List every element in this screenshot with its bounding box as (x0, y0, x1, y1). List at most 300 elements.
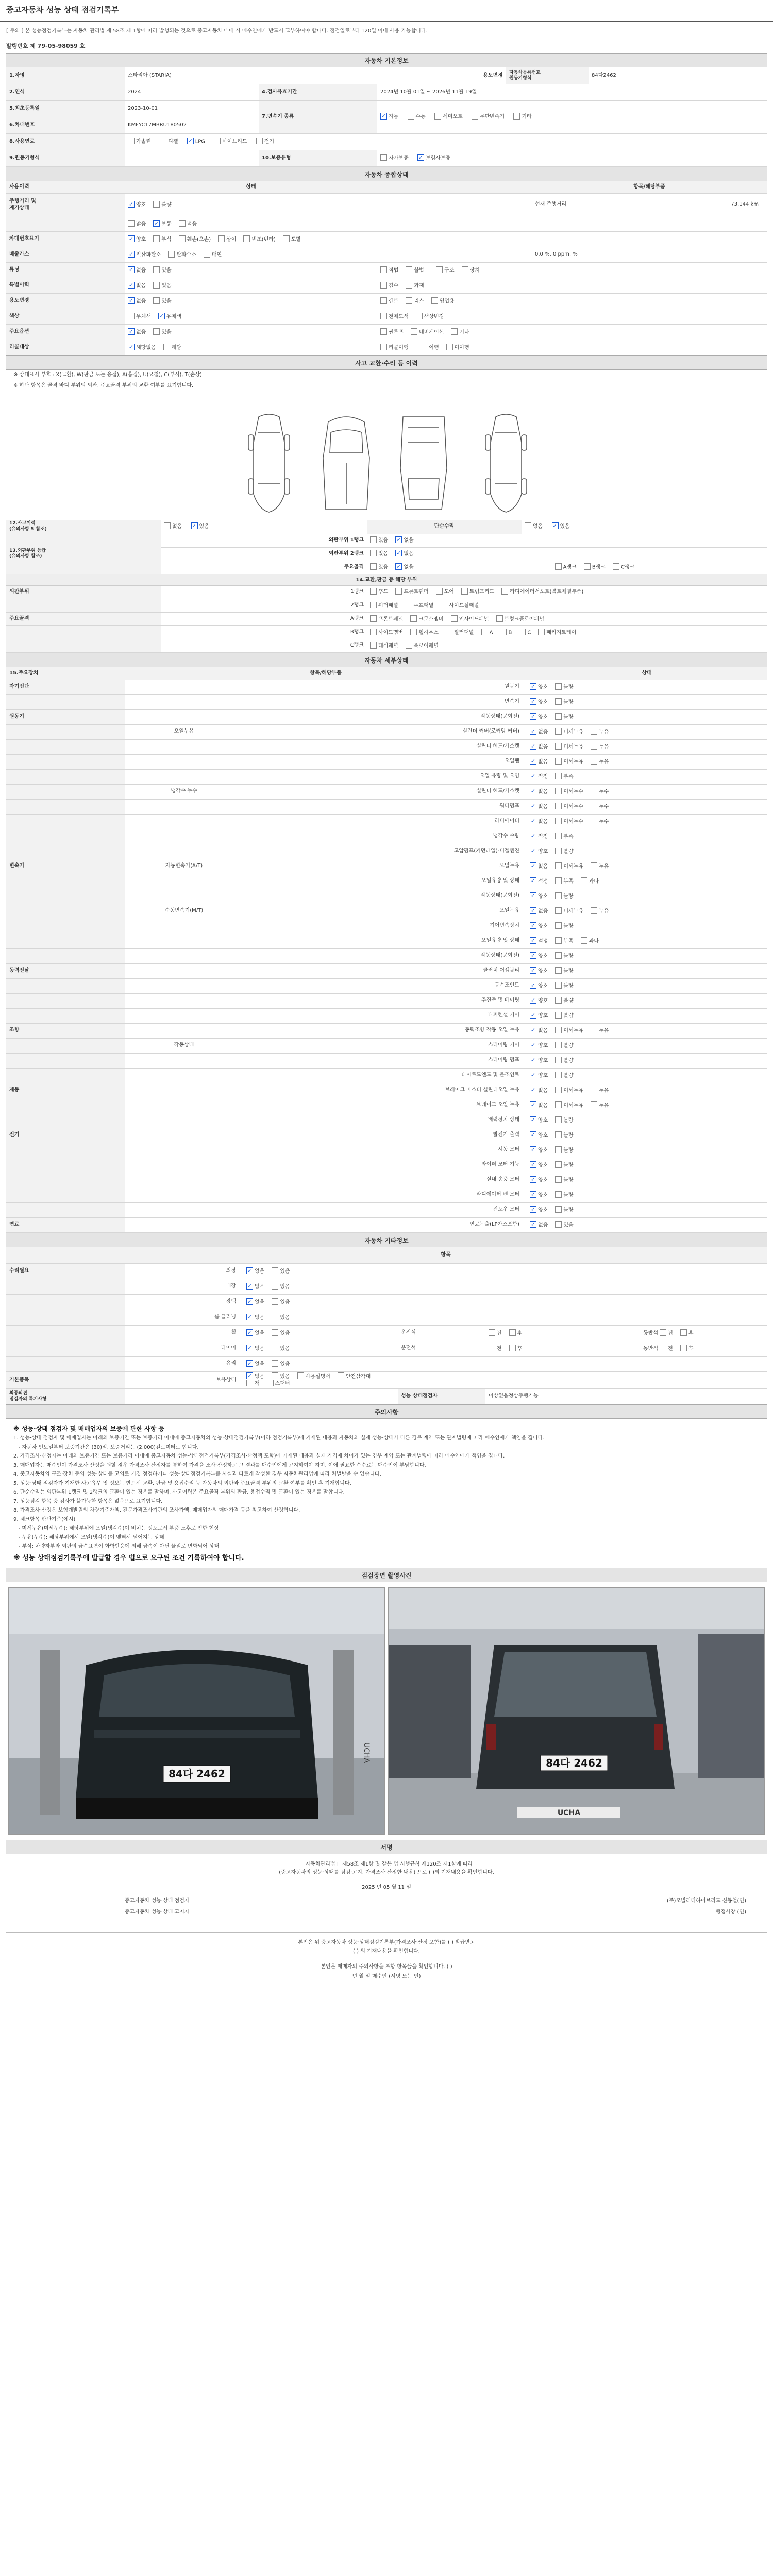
checkbox[interactable]: ✓ (530, 757, 536, 765)
checkbox[interactable] (555, 907, 562, 914)
option-group (527, 963, 767, 978)
option-label: 과다 (589, 878, 599, 884)
checkbox[interactable]: ✓ (530, 817, 536, 824)
checkbox[interactable] (164, 522, 171, 529)
checkbox[interactable] (555, 937, 562, 944)
checkbox[interactable]: ✓ (530, 1041, 536, 1048)
checkbox[interactable]: ✓ (530, 1191, 536, 1198)
checkbox[interactable]: ✓ (530, 952, 536, 959)
part-label: 스티어링 펌프 (243, 1053, 527, 1068)
checkbox[interactable] (128, 220, 135, 227)
checkbox[interactable] (243, 235, 250, 242)
checkbox[interactable] (472, 113, 478, 120)
group-label (6, 799, 125, 814)
checkbox[interactable] (128, 138, 135, 144)
checkbox[interactable] (660, 1329, 666, 1336)
checkbox[interactable] (446, 344, 453, 350)
option-label: 하이브리드 (222, 139, 247, 145)
checkbox[interactable]: ✓ (530, 907, 536, 914)
checkbox[interactable]: ✓ (530, 937, 536, 944)
option-label: 누유 (599, 863, 609, 869)
checkbox[interactable]: ✓ (530, 1221, 536, 1228)
checkbox[interactable] (555, 743, 562, 750)
table-row (6, 978, 767, 993)
checkbox[interactable] (153, 297, 160, 304)
checkbox[interactable] (555, 877, 562, 884)
option-label: 양호 (538, 1058, 548, 1063)
checkbox[interactable] (370, 615, 377, 622)
detail-value (532, 325, 767, 340)
checkbox[interactable] (555, 952, 562, 959)
option-group (527, 844, 767, 859)
checkbox[interactable] (555, 997, 562, 1004)
option-label: 부족 (563, 774, 574, 779)
checkbox[interactable] (380, 328, 387, 335)
checkbox[interactable] (489, 1345, 495, 1351)
checkbox[interactable] (272, 1329, 278, 1336)
table-row (6, 1264, 767, 1279)
checkbox[interactable] (406, 602, 412, 608)
checkbox[interactable]: ✓ (247, 1267, 253, 1274)
checkbox[interactable] (436, 266, 443, 273)
checkbox[interactable] (555, 698, 562, 705)
option-group (527, 799, 767, 814)
option-group (243, 1357, 398, 1372)
checkbox[interactable] (434, 113, 441, 120)
option-label: 없음 (255, 1315, 265, 1320)
checkbox[interactable] (555, 1191, 562, 1198)
part-label: 실린더 헤드/가스켓 (243, 784, 527, 799)
option-group (243, 1264, 398, 1279)
checkbox[interactable]: ✓ (530, 1056, 536, 1063)
checkbox[interactable] (555, 773, 562, 779)
checkbox[interactable]: ✓ (530, 1206, 536, 1213)
checkbox[interactable] (153, 282, 160, 289)
checkbox[interactable] (246, 1380, 253, 1386)
table-row (6, 739, 767, 754)
extra-options (485, 1295, 640, 1310)
checkbox[interactable]: ✓ (247, 1360, 253, 1367)
checkbox[interactable]: ✓ (128, 200, 134, 208)
checkbox[interactable] (272, 1314, 278, 1320)
checkbox[interactable] (660, 1345, 666, 1351)
option-label: 불량 (563, 968, 574, 974)
lift-brand-text: UCHA (557, 1808, 581, 1817)
checkbox[interactable] (555, 1176, 562, 1183)
checkbox[interactable]: ✓ (128, 343, 134, 350)
checkbox[interactable]: ✓ (530, 713, 536, 720)
extra-options-2 (640, 1295, 767, 1310)
checkbox[interactable]: ✓ (530, 1101, 536, 1108)
checkbox[interactable] (283, 235, 290, 242)
checkbox[interactable]: ✓ (396, 536, 401, 543)
checkbox[interactable]: ✓ (128, 235, 134, 242)
group-label (6, 1158, 125, 1173)
option-group (125, 278, 377, 294)
checkbox[interactable]: ✓ (552, 522, 558, 530)
part-label: 실내 송풍 모터 (243, 1173, 527, 1188)
table-row (6, 1357, 767, 1372)
checkbox[interactable]: ✓ (530, 1116, 536, 1123)
checkbox[interactable]: ✓ (530, 1011, 536, 1019)
checkbox[interactable] (272, 1298, 278, 1305)
option-label: 잭 (255, 1381, 260, 1387)
checkbox[interactable] (451, 615, 458, 622)
extra-label (398, 1279, 485, 1295)
option-label: 사이드멤버 (378, 630, 404, 635)
option-group (125, 247, 377, 263)
checkbox[interactable] (591, 1087, 597, 1093)
checkbox[interactable] (509, 1329, 516, 1336)
checkbox[interactable] (591, 743, 597, 750)
checkbox[interactable] (591, 862, 597, 869)
checkbox[interactable] (591, 758, 597, 765)
field-value: 84다2462 (589, 67, 767, 84)
checkbox[interactable] (489, 1329, 495, 1336)
option-label: 후드 (378, 589, 389, 595)
checkbox[interactable]: ✓ (396, 550, 401, 556)
checkbox[interactable] (370, 588, 377, 595)
checkbox[interactable] (272, 1360, 278, 1367)
option-label: 불량 (563, 1117, 574, 1123)
checkbox[interactable] (370, 563, 377, 570)
table-row (6, 194, 767, 216)
checkbox[interactable] (591, 907, 597, 914)
checkbox[interactable] (538, 629, 545, 635)
checkbox[interactable] (370, 642, 377, 649)
notes-heading: ※ 성능·상태 점검자 및 매매업자의 보증에 관한 사항 등 (13, 1425, 165, 1432)
checkbox[interactable] (501, 588, 508, 595)
sub-group-label (125, 1008, 243, 1023)
option-group (367, 599, 767, 613)
checkbox[interactable]: ✓ (247, 1282, 253, 1290)
checkbox[interactable] (462, 266, 468, 273)
checkbox[interactable] (555, 563, 562, 570)
checkbox[interactable] (555, 818, 562, 824)
checkbox[interactable] (555, 1027, 562, 1033)
checkbox[interactable]: ✓ (247, 1313, 253, 1320)
checkbox[interactable] (406, 642, 412, 649)
option-label: 없음 (255, 1330, 265, 1336)
checkbox[interactable] (272, 1267, 278, 1274)
group-label (6, 739, 125, 754)
checkbox[interactable] (380, 154, 387, 161)
checkbox[interactable]: ✓ (530, 967, 536, 974)
option-label: 불량 (563, 893, 574, 899)
checkbox[interactable] (555, 1057, 562, 1063)
checkbox[interactable] (591, 1027, 597, 1033)
checkbox[interactable] (591, 788, 597, 794)
checkbox[interactable] (555, 1131, 562, 1138)
table-row (6, 993, 767, 1008)
checkbox[interactable]: ✓ (418, 154, 423, 161)
checkbox[interactable] (513, 113, 520, 120)
checkbox[interactable] (581, 877, 587, 884)
option-group (367, 639, 767, 653)
option-label: 리콜이행 (389, 345, 409, 350)
checkbox[interactable] (214, 138, 221, 144)
group-label (6, 1173, 125, 1188)
checkbox[interactable] (555, 713, 562, 720)
rank-label: C랭크 (161, 639, 367, 653)
option-label: 후 (517, 1330, 523, 1336)
checkbox[interactable] (555, 1087, 562, 1093)
sub-group-label (125, 739, 243, 754)
checkbox[interactable] (591, 728, 597, 735)
detail-value (532, 294, 767, 309)
part-label: 스티어링 기어 (243, 1038, 527, 1053)
checkbox[interactable] (272, 1372, 278, 1379)
checkbox[interactable] (179, 235, 186, 242)
checkbox[interactable]: ✓ (247, 1298, 253, 1305)
checkbox[interactable] (406, 282, 412, 289)
checkbox[interactable] (153, 266, 160, 273)
table-row (6, 1143, 767, 1158)
checkbox[interactable]: ✓ (192, 522, 197, 530)
option-label: 불량 (563, 1177, 574, 1183)
checkbox[interactable]: ✓ (530, 1131, 536, 1138)
option-label: 불량 (563, 923, 574, 929)
checkbox[interactable] (416, 313, 423, 319)
checkbox[interactable]: ✓ (530, 727, 536, 735)
checkbox[interactable] (431, 297, 438, 304)
checkbox[interactable] (509, 1345, 516, 1351)
checkbox[interactable] (555, 892, 562, 899)
part-label: 클러치 어셈블리 (243, 963, 527, 978)
checkbox[interactable]: ✓ (530, 1026, 536, 1033)
checkbox[interactable] (555, 848, 562, 854)
checkbox[interactable] (395, 588, 402, 595)
option-label: 양호 (538, 998, 548, 1004)
rank-label: 2랭크 (161, 599, 367, 613)
checkbox[interactable] (496, 615, 503, 622)
checkbox[interactable] (591, 803, 597, 809)
table-header (6, 667, 767, 680)
checkbox[interactable] (555, 922, 562, 929)
checkbox[interactable] (179, 220, 186, 227)
group-label (6, 1341, 125, 1357)
option-label: 매연 (211, 252, 222, 258)
checkbox[interactable] (555, 1116, 562, 1123)
field-value: 스타리아 (STARIA) (125, 67, 259, 84)
option-label: 불량 (563, 1043, 574, 1048)
checkbox[interactable] (500, 629, 507, 635)
checkbox[interactable] (446, 629, 452, 635)
checkbox[interactable] (267, 1380, 274, 1386)
checkbox[interactable]: ✓ (128, 281, 134, 289)
checkbox[interactable] (591, 818, 597, 824)
checkbox[interactable] (406, 266, 412, 273)
checkbox[interactable] (613, 563, 619, 570)
option-label: 트렁크리드 (469, 589, 495, 595)
checkbox[interactable] (218, 235, 225, 242)
option-label: 변조(변타) (251, 236, 276, 242)
checkbox[interactable] (581, 937, 587, 944)
checkbox[interactable]: ✓ (128, 250, 134, 258)
option-label: 사용설명서 (305, 1374, 330, 1380)
checkbox[interactable]: ✓ (530, 996, 536, 1004)
group-label (6, 1098, 125, 1113)
option-label: 양호 (538, 968, 548, 974)
extra-options-2 (640, 1310, 767, 1326)
checkbox[interactable] (481, 629, 488, 635)
checkbox[interactable]: ✓ (530, 698, 536, 705)
checkbox[interactable] (555, 1072, 562, 1078)
checkbox[interactable] (408, 113, 414, 120)
option-label: 있음 (560, 523, 570, 530)
detail-value (532, 340, 767, 355)
checkbox[interactable]: ✓ (530, 981, 536, 989)
checkbox[interactable]: ✓ (530, 1161, 536, 1168)
checkbox[interactable] (370, 550, 377, 556)
checkbox[interactable] (153, 328, 160, 335)
checkbox[interactable] (555, 862, 562, 869)
checkbox[interactable] (272, 1283, 278, 1290)
option-group (527, 1188, 767, 1202)
checkbox[interactable] (338, 1372, 344, 1379)
checkbox[interactable] (406, 297, 412, 304)
option-group (527, 709, 767, 724)
option-label: 누유 (599, 1028, 609, 1033)
checkbox[interactable] (555, 1012, 562, 1019)
checkbox[interactable]: ✓ (530, 772, 536, 779)
checkbox[interactable]: ✓ (396, 563, 401, 570)
checkbox[interactable]: ✓ (381, 113, 386, 120)
signer-name: (주)모빌리티하이브리드 신동철(인) (666, 1898, 746, 1904)
option-label: 색상변경 (424, 314, 444, 319)
checkbox[interactable] (370, 629, 377, 635)
checkbox[interactable] (380, 313, 387, 319)
checkbox[interactable] (555, 1221, 562, 1228)
checkbox[interactable] (153, 235, 160, 242)
section-title: 주의사항 (6, 1404, 767, 1419)
checkbox[interactable]: ✓ (530, 1071, 536, 1078)
checkbox[interactable] (163, 344, 170, 350)
checkbox[interactable] (370, 602, 377, 608)
option-label: 양호 (538, 1192, 548, 1198)
checkbox[interactable] (411, 328, 417, 335)
checkbox[interactable]: ✓ (530, 683, 536, 690)
checkbox[interactable]: ✓ (530, 1176, 536, 1183)
checkbox[interactable]: ✓ (159, 312, 164, 319)
checkbox[interactable] (555, 1042, 562, 1048)
checkbox[interactable]: ✓ (530, 877, 536, 884)
table-row (6, 150, 767, 166)
checkbox[interactable]: ✓ (530, 1086, 536, 1093)
checkbox[interactable]: ✓ (247, 1372, 253, 1379)
option-label: 있음 (563, 1222, 574, 1228)
checkbox[interactable] (128, 313, 135, 319)
option-label: 미세누유 (563, 863, 583, 869)
checkbox[interactable] (204, 251, 210, 258)
checkbox[interactable] (421, 344, 427, 350)
checkbox[interactable] (555, 1206, 562, 1213)
checkbox[interactable] (380, 282, 387, 289)
checkbox[interactable]: ✓ (530, 832, 536, 839)
checkbox[interactable] (584, 563, 591, 570)
checkbox[interactable] (461, 588, 468, 595)
checkbox[interactable] (525, 522, 531, 529)
notes-paragraph: 2. 가격조사·산정자는 아래의 보증기간 또는 보증거리 이내에 중고자동차 성능·상태점검기록부(가격조사·산정액 포함)에 기재된 내용과 실제 가격에 차이가 있는 경우 계약 또는 관계법령에 따라 매수인에게 책임을 집니다. (13, 1453, 505, 1459)
checkbox[interactable] (555, 1161, 562, 1168)
checkbox[interactable] (555, 683, 562, 690)
checkbox[interactable] (297, 1372, 304, 1379)
checkbox[interactable] (451, 328, 458, 335)
part-label: 실린더 커버(로커암 커버) (243, 724, 527, 739)
checkbox[interactable] (680, 1345, 687, 1351)
checkbox[interactable] (555, 788, 562, 794)
option-label: 미세누유 (563, 1028, 583, 1033)
table-row (6, 844, 767, 859)
checkbox[interactable] (380, 266, 387, 273)
checkbox[interactable] (370, 536, 377, 543)
page-title: 중고자동차 성능 상태 점검기록부 (0, 0, 773, 22)
checkbox[interactable] (555, 1146, 562, 1153)
checkbox[interactable] (555, 982, 562, 989)
sub-option-group (377, 278, 532, 294)
checkbox[interactable] (555, 1101, 562, 1108)
section-title: 점검장면 촬영사진 (6, 1568, 767, 1582)
checkbox[interactable] (441, 602, 447, 608)
option-label: 자동 (389, 114, 399, 120)
option-group (243, 1326, 398, 1341)
option-label: 불량 (563, 998, 574, 1004)
checkbox[interactable] (519, 629, 526, 635)
option-group (243, 1279, 398, 1295)
checkbox[interactable]: ✓ (530, 847, 536, 854)
checkbox[interactable] (168, 251, 175, 258)
checkbox[interactable] (410, 629, 417, 635)
sub-group-label: 냉각수 누수 (125, 784, 243, 799)
checkbox[interactable] (555, 758, 562, 765)
checkbox[interactable] (380, 297, 387, 304)
option-label: 전 (668, 1346, 673, 1351)
checkbox[interactable]: ✓ (530, 862, 536, 869)
checkbox[interactable] (436, 588, 443, 595)
checkbox[interactable]: ✓ (530, 802, 536, 809)
checkbox[interactable] (272, 1345, 278, 1351)
checkbox[interactable] (555, 728, 562, 735)
checkbox[interactable] (591, 1101, 597, 1108)
checkbox[interactable]: ✓ (128, 328, 134, 335)
checkbox[interactable] (153, 201, 160, 208)
group-label (6, 694, 125, 709)
part-label: 오일유량 및 상태 (243, 934, 527, 948)
option-label: C (527, 630, 531, 635)
checkbox[interactable]: ✓ (530, 922, 536, 929)
checkbox[interactable]: ✓ (530, 742, 536, 750)
checkbox[interactable] (160, 138, 166, 144)
checkbox[interactable] (380, 344, 387, 350)
checkbox[interactable]: ✓ (154, 219, 159, 227)
table-row (6, 1188, 767, 1202)
checkbox[interactable]: ✓ (188, 138, 193, 144)
checkbox[interactable]: ✓ (530, 787, 536, 794)
checkbox[interactable] (256, 138, 263, 144)
checkbox[interactable]: ✓ (247, 1344, 253, 1351)
checkbox[interactable]: ✓ (530, 892, 536, 899)
option-group (527, 1068, 767, 1083)
checkbox[interactable] (410, 615, 417, 622)
checkbox[interactable]: ✓ (530, 1146, 536, 1153)
checkbox[interactable] (680, 1329, 687, 1336)
checkbox[interactable] (555, 833, 562, 839)
checkbox[interactable] (555, 967, 562, 974)
checkbox[interactable] (555, 803, 562, 809)
checkbox[interactable]: ✓ (128, 297, 134, 304)
checkbox[interactable]: ✓ (247, 1329, 253, 1336)
checkbox[interactable]: ✓ (128, 266, 134, 273)
